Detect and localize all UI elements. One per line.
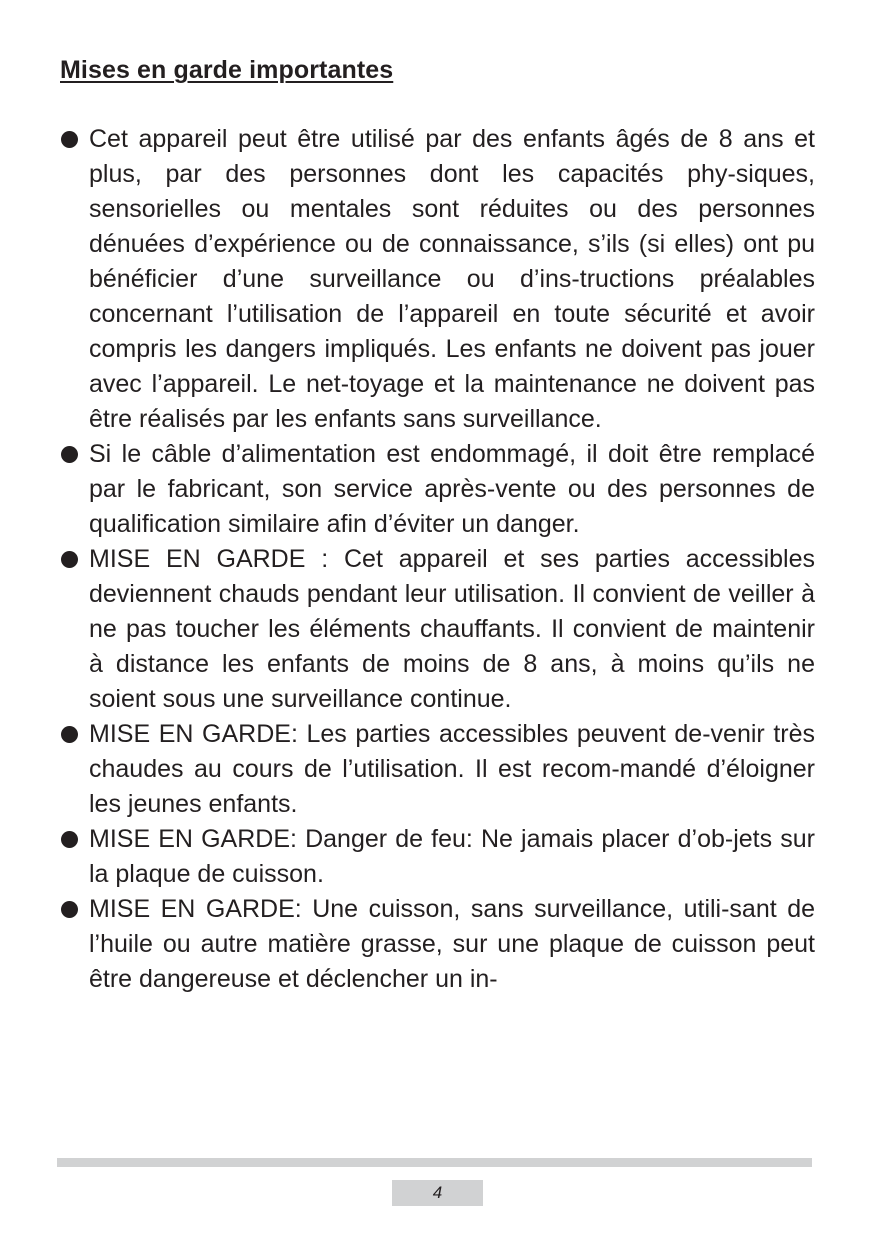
bullet-icon [61, 901, 78, 918]
page-number: 4 [392, 1180, 483, 1206]
warning-text: MISE EN GARDE: Danger de feu: Ne jamais placer d’ob-jets sur la plaque de cuisson. [89, 825, 815, 888]
footer-divider [57, 1158, 812, 1167]
warning-item [60, 717, 815, 822]
warning-item [60, 122, 815, 437]
warning-item [60, 437, 815, 542]
warning-item [60, 892, 815, 997]
warning-text: MISE EN GARDE: Les parties accessibles peuvent de-venir très chaudes au cours de l’utilisation. Il est recom-mandé d’éloigner les jeunes enfants. [89, 720, 815, 818]
warning-item [60, 822, 815, 892]
bullet-icon [61, 551, 78, 568]
warning-list [60, 122, 815, 997]
warning-item [60, 542, 815, 717]
warning-text: MISE EN GARDE : Cet appareil et ses parties accessibles deviennent chauds pendant leur utilisation. Il convient de veiller à ne pas toucher les éléments chauffants. Il convient de maintenir à distance les enfants de moins de 8 ans, à moins qu’ils ne soient sous une surveillance continue. [89, 545, 815, 713]
warning-text: Cet appareil peut être utilisé par des enfants âgés de 8 ans et plus, par des personnes dont les capacités phy-siques, sensorielles ou mentales sont réduites ou des personnes dénuées d’expérience ou de connaissance, s’ils (si elles) ont pu bénéficier d’une surveillance ou d’ins-tructions préalables concernant l’utilisation de l’appareil en toute sécurité et avoir compris les dangers impliqués. Les enfants ne doivent pas jouer avec l’appareil. Le net-toyage et la maintenance ne doivent pas être réalisés par les enfants sans surveillance. [89, 125, 815, 433]
bullet-icon [61, 831, 78, 848]
bullet-icon [61, 446, 78, 463]
warning-text: Si le câble d’alimentation est endommagé, il doit être remplacé par le fabricant, son service après-vente ou des personnes de qualification similaire afin d’éviter un danger. [89, 440, 815, 538]
warning-text: MISE EN GARDE: Une cuisson, sans surveillance, utili-sant de l’huile ou autre matière grasse, sur une plaque de cuisson peut être dangereuse et déclencher un in- [89, 895, 815, 993]
bullet-icon [61, 131, 78, 148]
page-title: Mises en garde importantes [60, 56, 394, 84]
bullet-icon [61, 726, 78, 743]
